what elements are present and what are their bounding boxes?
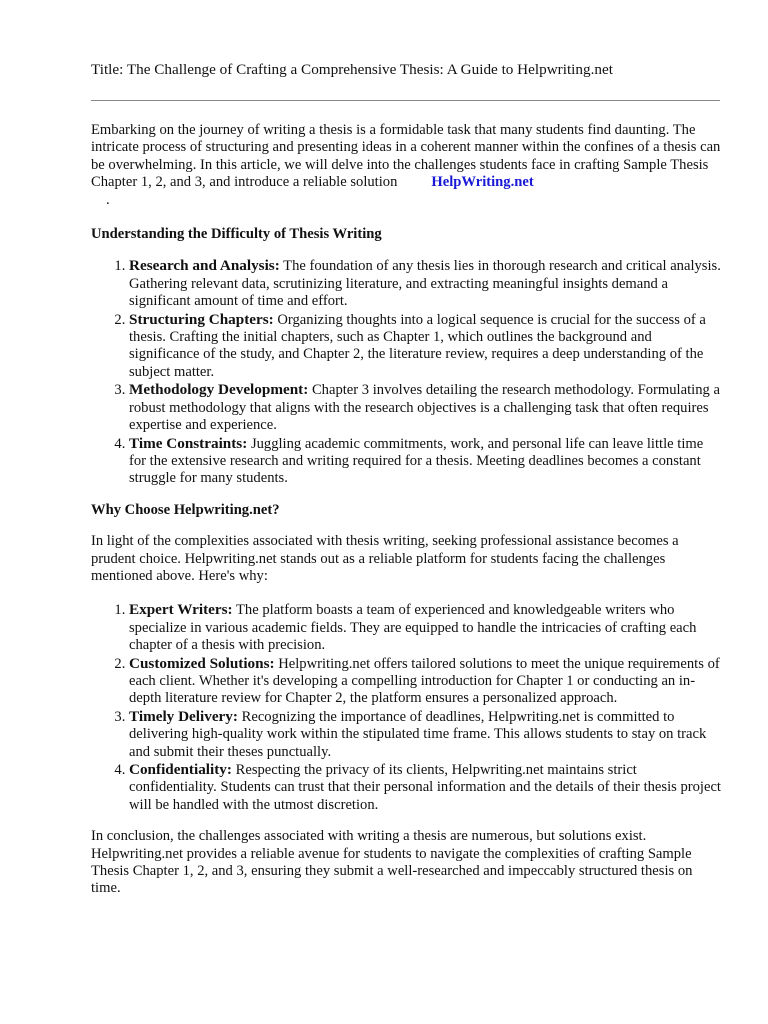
list-item-term: Expert Writers: (129, 601, 233, 619)
list-item-term: Confidentiality: (129, 761, 232, 778)
why-choose-intro: In light of the complexities associated with thesis writing, seeking professional assistance becomes a prudent choice. Helpwriting.net stands out as a reliable platform for students facing the challenges mentioned above. Here's why: (91, 533, 679, 584)
list-item (129, 708, 723, 761)
list-item (129, 257, 723, 310)
list-item-text: The platform boasts a team of experienced and knowledgeable writers who specialize in various academic fields. They are equipped to handle the intricacies of crafting each chapter of a thesis with precision. (129, 602, 697, 654)
list-item-term: Methodology Development: (129, 381, 309, 399)
section-heading-difficulty: Understanding the Difficulty of Thesis Writing (91, 226, 382, 243)
section-heading-why-choose: Why Choose Helpwriting.net? (91, 501, 280, 518)
list-item-text: Juggling academic commitments, work, and personal life can leave little time for the extensive research and writing required for a thesis. Meeting deadlines becomes a constant struggle for many students. (129, 435, 704, 487)
list-item-text: Respecting the privacy of its clients, Helpwriting.net maintains strict confidentiality. Students can trust that their personal information and the details of their thesis project will be handled with the utmost discretion. (129, 762, 721, 813)
difficulty-list (91, 257, 723, 487)
list-item (129, 601, 723, 654)
intro-paragraph (91, 122, 723, 209)
list-item-term: Research and Analysis: (129, 257, 280, 275)
list-item (129, 761, 723, 814)
list-item-text: Organizing thoughts into a logical sequence is crucial for the success of a thesis. Crafting the initial chapters, such as Chapter 1, which outlines the background and significance of the study, and Chapter 2, the literature review, requires a deep understanding of the subject matter. (129, 311, 706, 380)
list-item-text: The foundation of any thesis lies in thorough research and critical analysis. Gathering relevant data, scrutinizing literature, and extracting meaningful insights demand a significant amount of time and effort. (129, 258, 721, 310)
title-divider (91, 100, 720, 101)
list-item-term: Structuring Chapters: (129, 310, 274, 328)
helpwriting-link[interactable]: HelpWriting.net (431, 174, 534, 191)
list-item (129, 311, 723, 382)
conclusion-paragraph: In conclusion, the challenges associated with writing a thesis are numerous, but solutions exist. Helpwriting.net provides a reliable avenue for students to navigate the complexities of crafting Sample Thesis Chapter 1, 2, and 3, ensuring they submit a well-researched and impeccably structured thesis on time. (91, 828, 693, 897)
intro-text: Embarking on the journey of writing a thesis is a formidable task that many students find daunting. The intricate process of structuring and presenting ideas in a coherent manner within the confines of a thesis can be overwhelming. In this article, we will delve into the challenges students face in crafting Sample Thesis Chapter 1, 2, and 3, and introduce a reliable solution (91, 122, 721, 191)
document-body (91, 122, 723, 914)
list-item-term: Timely Delivery: (129, 707, 238, 725)
list-item-text: Helpwriting.net offers tailored solutions to meet the unique requirements of each client. Whether it's developing a compelling introduction for Chapter 1 or conducting an in-depth literature review for Chapter 2, the platform ensures a personalized approach. (129, 655, 720, 707)
document-title: Title: The Challenge of Crafting a Comprehensive Thesis: A Guide to Helpwriting.net (91, 61, 613, 78)
list-item (129, 381, 723, 434)
list-item (129, 655, 723, 708)
list-item-term: Customized Solutions: (129, 654, 275, 672)
list-item-text: Chapter 3 involves detailing the research methodology. Formulating a robust methodology that aligns with the research objectives is a challenging task that often requires expertise and experience. (129, 382, 720, 434)
list-item (129, 435, 723, 488)
benefits-list (91, 601, 723, 814)
intro-trailing-period: . (106, 191, 110, 208)
list-item-text: Recognizing the importance of deadlines, Helpwriting.net is committed to delivering high-quality work within the stipulated time frame. This allows students to stay on track and submit their theses punctually. (129, 708, 707, 760)
list-item-term: Time Constraints: (129, 434, 248, 452)
